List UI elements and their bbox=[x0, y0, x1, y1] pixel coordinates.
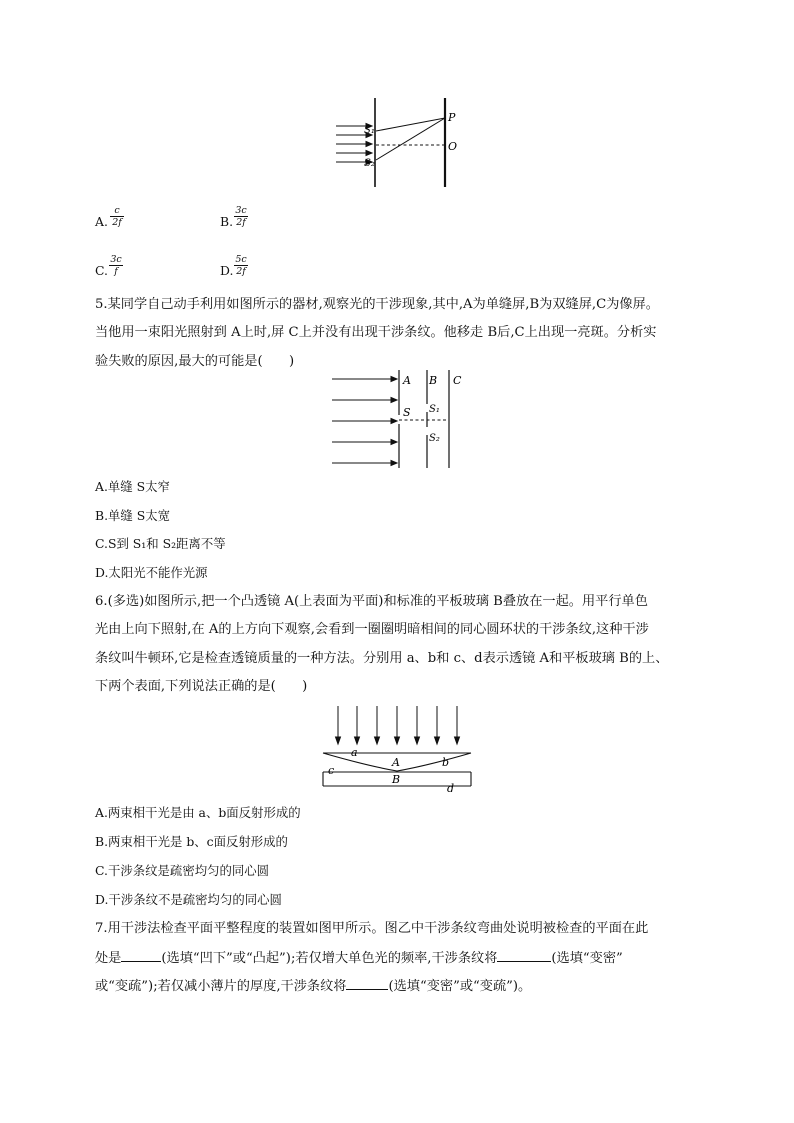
newton-label-b: b bbox=[442, 756, 450, 769]
q4-option-a: A. bbox=[95, 214, 108, 229]
q6-option-a: A.两束相干光是由 a、b面反射形成的 bbox=[95, 805, 301, 820]
q6-option-c: C.干涉条纹是疏密均匀的同心圆 bbox=[95, 863, 270, 878]
newton-label-c: c bbox=[328, 764, 335, 777]
q5-fig-label-s1: S₁ bbox=[429, 404, 440, 415]
q4-option-d: D. bbox=[220, 263, 234, 278]
q5-stem-line-2: 当他用一束阳光照射到 A上时,屏 C上并没有出现干涉条纹。他移走 B后,C上出现一亮斑。分析实 bbox=[95, 325, 657, 340]
q5-fig-label-s2: S₂ bbox=[429, 433, 440, 444]
double-slit-figure bbox=[330, 95, 470, 191]
q7-stem-line-2: 处是 (选填“凹下”或“凸起”);若仅增大单色光的频率,干涉条纹将 (选填“变密” bbox=[95, 948, 623, 967]
q5-fig-label-b: B bbox=[429, 374, 438, 387]
q5-stem-line-3: 验失败的原因,最大的可能是( ) bbox=[95, 354, 295, 369]
fig1-label-o: O bbox=[448, 140, 458, 153]
fig1-label-s1: S₁ bbox=[364, 125, 375, 136]
q6-option-d: D.干涉条纹不是疏密均匀的同心圆 bbox=[95, 892, 282, 907]
q6-stem-line-4: 下两个表面,下列说法正确的是( ) bbox=[95, 679, 308, 694]
q7-stem-line-1: 7.用干涉法检查平面平整程度的装置如图甲所示。图乙中干涉条纹弯曲处说明被检查的平面在此 bbox=[95, 921, 649, 936]
q6-option-b: B.两束相干光是 b、c面反射形成的 bbox=[95, 834, 288, 849]
q5-option-d: D.太阳光不能作光源 bbox=[95, 565, 208, 580]
q4-option-c: C. bbox=[95, 263, 108, 278]
q7-blank-3[interactable] bbox=[346, 976, 388, 990]
q4-option-a-fraction: $\frac{c}{2f}$ bbox=[110, 205, 124, 228]
q5-option-b: B.单缝 S太宽 bbox=[95, 508, 171, 523]
q7-blank-1[interactable] bbox=[121, 948, 161, 962]
q6-stem-line-2: 光由上向下照射,在 A的上方向下观察,会看到一圈圈明暗相间的同心圆环状的干涉条纹,这种干涉 bbox=[95, 622, 649, 637]
fig1-label-p: P bbox=[448, 111, 456, 124]
q5-option-c: C.S到 S₁和 S₂距离不等 bbox=[95, 536, 226, 551]
newton-label-a: a bbox=[351, 746, 358, 759]
q4-option-b: B. bbox=[220, 214, 234, 229]
q7-stem-line-3: 或“变疏”);若仅减小薄片的厚度,干涉条纹将 (选填“变密”或“变疏”)。 bbox=[95, 976, 531, 995]
q4-option-d-fraction: $\frac{5c}{2f}$ bbox=[235, 254, 247, 277]
fig1-label-s2: S₂ bbox=[364, 158, 375, 169]
q4-option-b-fraction: $\frac{3c}{2f}$ bbox=[235, 205, 247, 228]
q7-blank-2[interactable] bbox=[497, 948, 551, 962]
q5-stem-line-1: 5.某同学自己动手利用如图所示的器材,观察光的干涉现象,其中,A为单缝屏,B为双缝屏,C为像屏。 bbox=[95, 297, 659, 312]
q5-fig-label-s: S bbox=[403, 406, 411, 419]
q5-option-a: A.单缝 S太窄 bbox=[95, 479, 170, 494]
q4-option-c-fraction: $\frac{3c}{f}$ bbox=[110, 254, 122, 277]
q5-slit-figure bbox=[328, 368, 468, 470]
newton-label-lens-a: A bbox=[392, 756, 400, 769]
newton-label-plate-b: B bbox=[392, 773, 401, 786]
q5-fig-label-c: C bbox=[453, 374, 462, 387]
q5-fig-label-a: A bbox=[403, 374, 411, 387]
newton-rings-figure bbox=[318, 702, 478, 794]
newton-label-d: d bbox=[447, 782, 455, 794]
q6-stem-line-1: 6.(多选)如图所示,把一个凸透镜 A(上表面为平面)和标准的平板玻璃 B叠放在一起。用平行单色 bbox=[95, 594, 648, 609]
q6-stem-line-3: 条纹叫牛顿环,它是检查透镜质量的一种方法。分别用 a、b和 c、d表示透镜 A和平板玻璃 B的上、 bbox=[95, 651, 669, 666]
